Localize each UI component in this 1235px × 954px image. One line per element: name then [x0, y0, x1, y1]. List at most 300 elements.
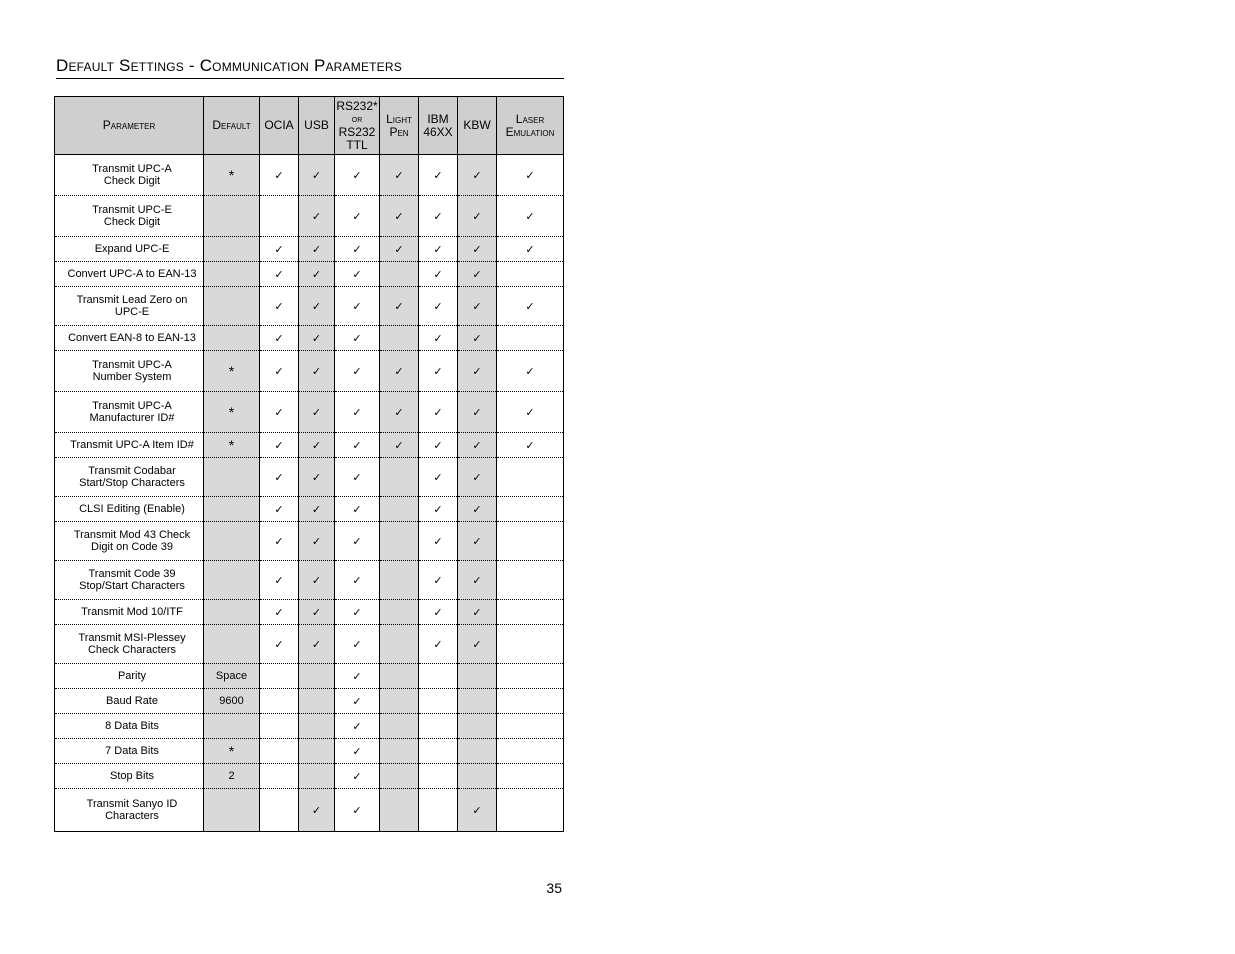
ibm-support-cell [419, 262, 458, 287]
kbw-support-cell [458, 764, 497, 789]
table-row [55, 522, 564, 561]
parameter-name-line: Transmit Sanyo ID [86, 798, 178, 810]
ibm-support-cell [419, 714, 458, 739]
checkmark-icon: ✓ [352, 439, 362, 452]
checkmark-icon: ✓ [311, 574, 322, 587]
kbw-support-cell [458, 287, 497, 326]
checkmark-icon: ✓ [352, 695, 362, 708]
laser-support-cell [497, 458, 564, 497]
parameter-name-line: Parity [117, 670, 147, 682]
header-laser-line2: Emulation [505, 124, 555, 139]
laser-support-cell [497, 714, 564, 739]
lightpen-support-cell [380, 497, 419, 522]
checkmark-icon: ✓ [472, 243, 482, 256]
ocia-support-cell [260, 351, 299, 392]
checkmark-icon: ✓ [274, 606, 284, 619]
default-value [204, 522, 260, 561]
lightpen-support-cell [380, 287, 419, 326]
parameter-name [55, 664, 204, 689]
table-row [55, 714, 564, 739]
parameter-name [55, 433, 204, 458]
checkmark-icon: ✓ [352, 745, 362, 758]
parameter-name-line: Check Digit [103, 175, 161, 187]
table-row [55, 237, 564, 262]
header-kbw: KBW [458, 97, 497, 155]
laser-support-cell [497, 664, 564, 689]
ocia-support-cell [260, 714, 299, 739]
parameter-name [55, 522, 204, 561]
rs232-support-cell [335, 237, 380, 262]
checkmark-icon: ✓ [352, 210, 362, 223]
checkmark-icon: ✓ [525, 439, 535, 452]
checkmark-icon: ✓ [472, 300, 482, 313]
checkmark-icon: ✓ [352, 503, 362, 516]
checkmark-icon: ✓ [352, 770, 362, 783]
laser-support-cell [497, 196, 564, 237]
checkmark-icon: ✓ [352, 804, 362, 817]
checkmark-icon: ✓ [311, 365, 322, 378]
table-row [55, 764, 564, 789]
ibm-support-cell [419, 561, 458, 600]
lightpen-support-cell [380, 237, 419, 262]
kbw-support-cell [458, 433, 497, 458]
table-row [55, 497, 564, 522]
ocia-support-cell [260, 561, 299, 600]
checkmark-icon: ✓ [311, 606, 322, 619]
checkmark-icon: ✓ [311, 804, 322, 817]
kbw-support-cell [458, 689, 497, 714]
laser-support-cell [497, 392, 564, 433]
ibm-support-cell [419, 392, 458, 433]
rs232-support-cell [335, 714, 380, 739]
rs232-support-cell [335, 561, 380, 600]
header-parameter: Parameter [55, 97, 204, 155]
parameter-name [55, 351, 204, 392]
ocia-support-cell [260, 326, 299, 351]
laser-support-cell [497, 689, 564, 714]
default-value [204, 625, 260, 664]
default-value [204, 497, 260, 522]
lightpen-support-cell [380, 433, 419, 458]
checkmark-icon: ✓ [274, 332, 284, 345]
checkmark-icon: ✓ [525, 365, 535, 378]
rs232-support-cell [335, 789, 380, 832]
table-row [55, 326, 564, 351]
header-rs232-line1: RS232* [336, 98, 378, 113]
checkmark-icon: ✓ [525, 406, 535, 419]
checkmark-icon: ✓ [472, 574, 482, 587]
parameter-name [55, 561, 204, 600]
rs232-support-cell [335, 326, 380, 351]
checkmark-icon: ✓ [472, 606, 482, 619]
kbw-support-cell [458, 664, 497, 689]
checkmark-icon: ✓ [433, 638, 443, 651]
usb-support-cell [299, 561, 335, 600]
rs232-support-cell [335, 392, 380, 433]
parameter-name-line: Transmit Mod 43 Check [73, 529, 191, 541]
checkmark-icon: ✓ [394, 406, 404, 419]
checkmark-icon: ✓ [472, 638, 482, 651]
kbw-support-cell [458, 561, 497, 600]
rs232-support-cell [335, 664, 380, 689]
parameter-name-line: Convert EAN-8 to EAN-13 [68, 332, 196, 344]
ibm-support-cell [419, 764, 458, 789]
lightpen-support-cell [380, 600, 419, 625]
lightpen-support-cell [380, 625, 419, 664]
ocia-support-cell [260, 522, 299, 561]
parameter-name-line: Transmit UPC-A [92, 163, 172, 175]
header-default: Default [204, 97, 260, 155]
header-laser-line1: Laser [515, 111, 545, 126]
checkmark-icon: ✓ [394, 439, 404, 452]
ibm-support-cell [419, 351, 458, 392]
checkmark-icon: ✓ [352, 365, 362, 378]
checkmark-icon: ✓ [433, 332, 443, 345]
checkmark-icon: ✓ [274, 638, 284, 651]
default-value: Space [204, 664, 260, 689]
kbw-support-cell [458, 237, 497, 262]
checkmark-icon: ✓ [311, 243, 322, 256]
header-rs232-line3: RS232 [338, 124, 376, 139]
parameter-name [55, 689, 204, 714]
lightpen-support-cell [380, 789, 419, 832]
table-row [55, 689, 564, 714]
kbw-support-cell [458, 262, 497, 287]
ocia-support-cell [260, 237, 299, 262]
kbw-support-cell [458, 458, 497, 497]
usb-support-cell [299, 600, 335, 625]
laser-support-cell [497, 433, 564, 458]
usb-support-cell [299, 433, 335, 458]
parameter-name-line: Expand UPC-E [94, 243, 170, 255]
parameter-name-line: Transmit Lead Zero on [76, 294, 188, 306]
usb-support-cell [299, 625, 335, 664]
kbw-support-cell [458, 497, 497, 522]
parameter-name [55, 458, 204, 497]
checkmark-icon: ✓ [311, 471, 322, 484]
checkmark-icon: ✓ [274, 574, 284, 587]
usb-support-cell [299, 351, 335, 392]
table-body [55, 155, 564, 832]
checkmark-icon: ✓ [525, 300, 535, 313]
checkmark-icon: ✓ [394, 210, 404, 223]
checkmark-icon: ✓ [472, 268, 482, 281]
ocia-support-cell [260, 392, 299, 433]
laser-support-cell [497, 351, 564, 392]
default-value: * [204, 739, 260, 764]
page-title: Default Settings - Communication Parameters [56, 56, 564, 79]
lightpen-support-cell [380, 689, 419, 714]
lightpen-support-cell [380, 522, 419, 561]
checkmark-icon: ✓ [525, 210, 535, 223]
kbw-support-cell [458, 789, 497, 832]
rs232-support-cell [335, 155, 380, 196]
checkmark-icon: ✓ [352, 720, 362, 733]
parameter-name-line: Transmit Codabar [88, 465, 176, 477]
ibm-support-cell [419, 625, 458, 664]
parameter-name [55, 714, 204, 739]
laser-support-cell [497, 262, 564, 287]
checkmark-icon: ✓ [472, 365, 482, 378]
parameter-name-line: Start/Stop Characters [79, 477, 185, 489]
parameter-name-line: Transmit UPC-A [92, 359, 172, 371]
default-value [204, 561, 260, 600]
checkmark-icon: ✓ [433, 471, 443, 484]
table-row [55, 196, 564, 237]
default-value: * [204, 351, 260, 392]
usb-support-cell [299, 196, 335, 237]
default-value [204, 326, 260, 351]
header-ibm-line2: 46XX [423, 124, 453, 139]
ibm-support-cell [419, 155, 458, 196]
laser-support-cell [497, 739, 564, 764]
laser-support-cell [497, 237, 564, 262]
usb-support-cell [299, 326, 335, 351]
header-light-pen-line1: Light [386, 111, 412, 126]
checkmark-icon: ✓ [311, 268, 322, 281]
checkmark-icon: ✓ [352, 670, 362, 683]
ibm-support-cell [419, 237, 458, 262]
laser-support-cell [497, 155, 564, 196]
kbw-support-cell [458, 739, 497, 764]
header-rs232-line2: or [351, 113, 363, 125]
checkmark-icon: ✓ [394, 365, 404, 378]
checkmark-icon: ✓ [352, 574, 362, 587]
usb-support-cell [299, 522, 335, 561]
ibm-support-cell [419, 664, 458, 689]
usb-support-cell [299, 262, 335, 287]
lightpen-support-cell [380, 739, 419, 764]
ocia-support-cell [260, 196, 299, 237]
checkmark-icon: ✓ [311, 406, 322, 419]
rs232-support-cell [335, 262, 380, 287]
usb-support-cell [299, 739, 335, 764]
ocia-support-cell [260, 287, 299, 326]
parameter-name [55, 196, 204, 237]
usb-support-cell [299, 458, 335, 497]
usb-support-cell [299, 689, 335, 714]
default-value [204, 714, 260, 739]
usb-support-cell [299, 664, 335, 689]
default-value [204, 600, 260, 625]
ibm-support-cell [419, 739, 458, 764]
checkmark-icon: ✓ [352, 471, 362, 484]
lightpen-support-cell [380, 262, 419, 287]
parameter-name [55, 392, 204, 433]
checkmark-icon: ✓ [433, 268, 443, 281]
checkmark-icon: ✓ [352, 243, 362, 256]
parameter-name-line: 7 Data Bits [105, 745, 159, 757]
checkmark-icon: ✓ [274, 471, 284, 484]
checkmark-icon: ✓ [274, 439, 284, 452]
rs232-support-cell [335, 625, 380, 664]
usb-support-cell [299, 497, 335, 522]
rs232-support-cell [335, 522, 380, 561]
checkmark-icon: ✓ [472, 439, 482, 452]
parameter-name-line: 8 Data Bits [105, 720, 159, 732]
header-ocia: OCIA [260, 97, 299, 155]
laser-support-cell [497, 625, 564, 664]
ibm-support-cell [419, 600, 458, 625]
parameter-name [55, 237, 204, 262]
ocia-support-cell [260, 497, 299, 522]
checkmark-icon: ✓ [274, 169, 284, 182]
lightpen-support-cell [380, 392, 419, 433]
header-laser-emulation [497, 97, 564, 155]
header-rs232 [335, 97, 380, 155]
parameter-name-line: Stop/Start Characters [79, 580, 185, 592]
ocia-support-cell [260, 789, 299, 832]
table-row [55, 433, 564, 458]
rs232-support-cell [335, 739, 380, 764]
checkmark-icon: ✓ [433, 300, 443, 313]
ocia-support-cell [260, 458, 299, 497]
parameter-name [55, 600, 204, 625]
checkmark-icon: ✓ [433, 535, 443, 548]
checkmark-icon: ✓ [352, 535, 362, 548]
ibm-support-cell [419, 196, 458, 237]
checkmark-icon: ✓ [433, 243, 443, 256]
table-row [55, 625, 564, 664]
ocia-support-cell [260, 155, 299, 196]
checkmark-icon: ✓ [394, 243, 404, 256]
usb-support-cell [299, 155, 335, 196]
usb-support-cell [299, 764, 335, 789]
laser-support-cell [497, 600, 564, 625]
default-value [204, 237, 260, 262]
lightpen-support-cell [380, 764, 419, 789]
checkmark-icon: ✓ [352, 606, 362, 619]
kbw-support-cell [458, 351, 497, 392]
ocia-support-cell [260, 664, 299, 689]
ibm-support-cell [419, 789, 458, 832]
checkmark-icon: ✓ [311, 535, 322, 548]
ibm-support-cell [419, 458, 458, 497]
parameter-name-line: Transmit UPC-E [92, 204, 172, 216]
table-row [55, 351, 564, 392]
page-number: 35 [546, 880, 562, 896]
rs232-support-cell [335, 287, 380, 326]
checkmark-icon: ✓ [352, 300, 362, 313]
ocia-support-cell [260, 600, 299, 625]
ibm-support-cell [419, 497, 458, 522]
laser-support-cell [497, 497, 564, 522]
kbw-support-cell [458, 155, 497, 196]
checkmark-icon: ✓ [472, 471, 482, 484]
parameter-name-line: Manufacturer ID# [89, 412, 175, 424]
rs232-support-cell [335, 497, 380, 522]
checkmark-icon: ✓ [311, 503, 322, 516]
parameter-name-line: Number System [92, 371, 172, 383]
kbw-support-cell [458, 326, 497, 351]
table-row [55, 664, 564, 689]
lightpen-support-cell [380, 458, 419, 497]
checkmark-icon: ✓ [433, 503, 443, 516]
laser-support-cell [497, 764, 564, 789]
checkmark-icon: ✓ [274, 406, 284, 419]
kbw-support-cell [458, 600, 497, 625]
header-ibm [419, 97, 458, 155]
rs232-support-cell [335, 433, 380, 458]
usb-support-cell [299, 287, 335, 326]
header-light-pen [380, 97, 419, 155]
header-ibm-line1: IBM [427, 111, 449, 126]
lightpen-support-cell [380, 351, 419, 392]
lightpen-support-cell [380, 326, 419, 351]
rs232-support-cell [335, 351, 380, 392]
header-light-pen-line2: Pen [389, 124, 409, 139]
checkmark-icon: ✓ [274, 300, 284, 313]
parameter-name-line: Convert UPC-A to EAN-13 [67, 268, 197, 280]
checkmark-icon: ✓ [472, 169, 482, 182]
default-value [204, 458, 260, 497]
kbw-support-cell [458, 522, 497, 561]
checkmark-icon: ✓ [352, 332, 362, 345]
checkmark-icon: ✓ [433, 439, 443, 452]
ibm-support-cell [419, 522, 458, 561]
checkmark-icon: ✓ [433, 169, 443, 182]
parameter-name-line: UPC-E [114, 306, 150, 318]
parameter-name-line: Characters [105, 810, 159, 822]
checkmark-icon: ✓ [311, 439, 322, 452]
lightpen-support-cell [380, 196, 419, 237]
ocia-support-cell [260, 689, 299, 714]
checkmark-icon: ✓ [525, 243, 535, 256]
table-row [55, 392, 564, 433]
checkmark-icon: ✓ [311, 332, 322, 345]
ocia-support-cell [260, 764, 299, 789]
parameter-name-line: Transmit Code 39 [88, 568, 176, 580]
table-row [55, 789, 564, 832]
checkmark-icon: ✓ [352, 638, 362, 651]
checkmark-icon: ✓ [525, 169, 535, 182]
parameter-name [55, 326, 204, 351]
checkmark-icon: ✓ [472, 210, 482, 223]
default-value: 2 [204, 764, 260, 789]
rs232-support-cell [335, 196, 380, 237]
laser-support-cell [497, 326, 564, 351]
table-row [55, 262, 564, 287]
rs232-support-cell [335, 458, 380, 497]
laser-support-cell [497, 561, 564, 600]
checkmark-icon: ✓ [352, 169, 362, 182]
ocia-support-cell [260, 262, 299, 287]
default-value [204, 262, 260, 287]
default-value: * [204, 155, 260, 196]
kbw-support-cell [458, 196, 497, 237]
parameter-name-line: Check Characters [87, 644, 177, 656]
ocia-support-cell [260, 625, 299, 664]
checkmark-icon: ✓ [311, 210, 322, 223]
kbw-support-cell [458, 714, 497, 739]
table-row [55, 287, 564, 326]
table-row [55, 600, 564, 625]
parameter-name [55, 262, 204, 287]
checkmark-icon: ✓ [394, 169, 404, 182]
rs232-support-cell [335, 689, 380, 714]
checkmark-icon: ✓ [472, 503, 482, 516]
checkmark-icon: ✓ [472, 406, 482, 419]
checkmark-icon: ✓ [352, 268, 362, 281]
checkmark-icon: ✓ [311, 638, 322, 651]
parameter-name [55, 789, 204, 832]
default-value [204, 789, 260, 832]
rs232-support-cell [335, 764, 380, 789]
header-rs232-line4: TTL [346, 137, 368, 152]
table-row [55, 155, 564, 196]
parameter-name [55, 497, 204, 522]
parameter-name [55, 739, 204, 764]
